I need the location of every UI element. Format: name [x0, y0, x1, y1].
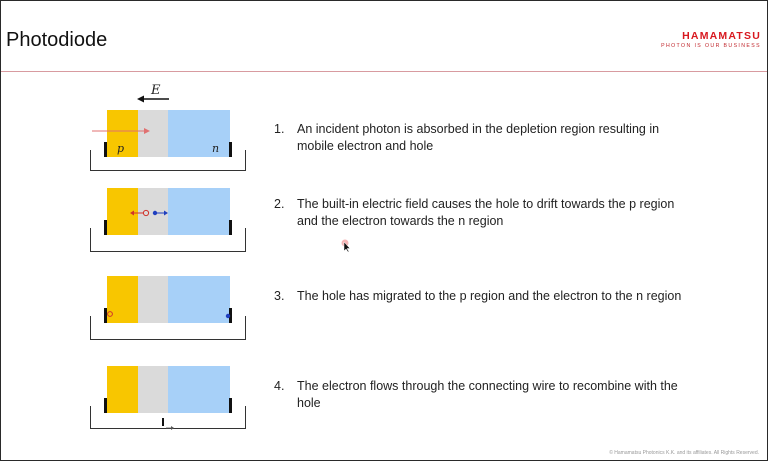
carrier-drift-icon — [130, 207, 170, 219]
diagram-step-4 — [90, 366, 246, 432]
diagram-step-2 — [90, 188, 246, 254]
logo-name: HAMAMATSU — [682, 30, 761, 42]
circuit-wire — [90, 316, 246, 340]
electron-icon — [224, 312, 232, 320]
incident-photon-arrow-icon — [92, 126, 152, 136]
step-number: 1. — [274, 122, 285, 136]
copyright-notice: © Hamamatsu Photonics K.K. and its affiliates. All Rights Reserved. — [609, 450, 759, 456]
step-text: The built-in electric field causes the hole to drift towards the p region and the electron towards the n region — [297, 197, 675, 228]
diagram-step-1 — [90, 110, 246, 172]
field-arrow-icon — [137, 94, 171, 104]
n-label: n — [212, 142, 220, 155]
step-number: 3. — [274, 289, 285, 303]
p-label: p — [117, 142, 125, 155]
logo-tagline: PHOTON IS OUR BUSINESS — [661, 43, 761, 49]
electron-flow-arrow-icon — [166, 424, 176, 432]
step-number: 4. — [274, 379, 285, 393]
circuit-wire — [90, 150, 246, 171]
electron-in-wire-marker — [162, 418, 164, 426]
field-label-e: E — [151, 83, 161, 98]
hamamatsu-logo — [661, 30, 761, 49]
step-text: The electron flows through the connecting wire to recombine with the hole — [297, 379, 678, 410]
step-text: An incident photon is absorbed in the depletion region resulting in mobile electron and hole — [297, 122, 660, 153]
step-text: The hole has migrated to the p region and the electron to the n region — [297, 289, 682, 303]
circuit-wire — [90, 228, 246, 252]
header-divider — [1, 71, 767, 72]
diagram-step-3 — [90, 276, 246, 342]
step-number: 2. — [274, 197, 285, 211]
hole-icon — [106, 310, 114, 318]
mouse-cursor-icon — [341, 239, 351, 253]
page-title: Photodiode — [6, 29, 108, 51]
